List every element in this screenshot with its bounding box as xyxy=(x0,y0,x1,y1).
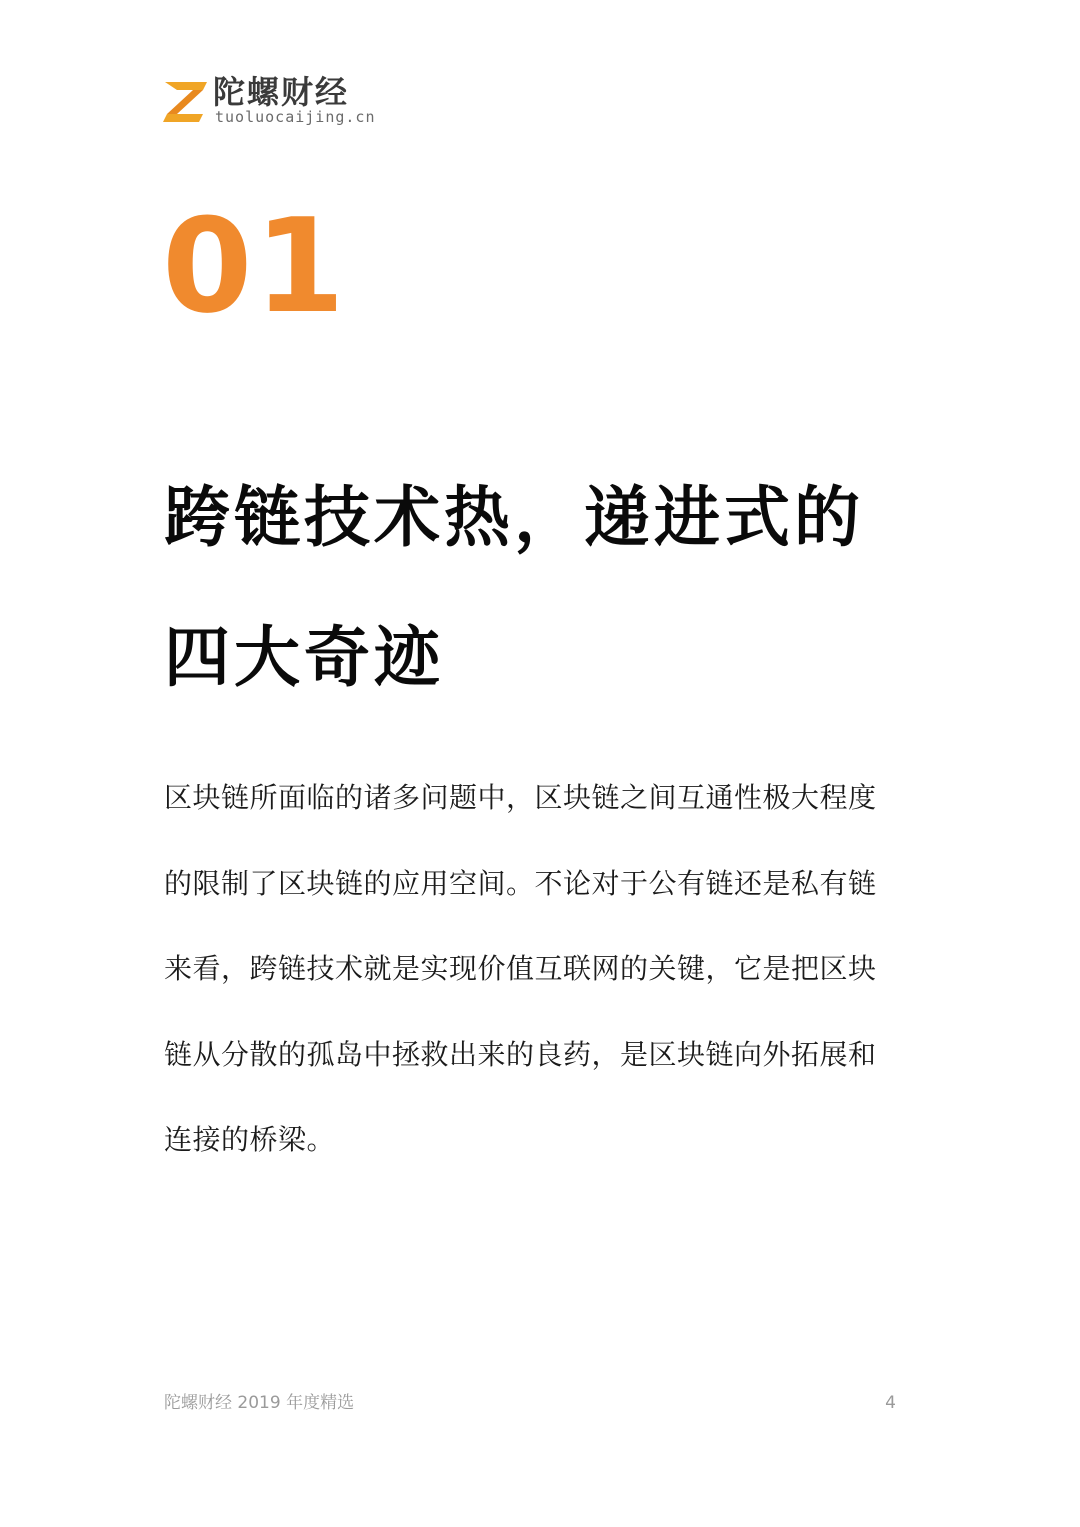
footer-page-number: 4 xyxy=(885,1393,896,1413)
section-number: 01 xyxy=(162,190,347,342)
logo-brand-name: 陀螺财经 xyxy=(213,73,350,111)
logo-domain: tuoluocaijing.cn xyxy=(215,108,376,126)
section-title-line-2: 四大奇迹 xyxy=(164,619,444,696)
z-logo-icon xyxy=(163,76,209,122)
section-title xyxy=(164,448,944,728)
brand-logo xyxy=(163,72,376,128)
section-title-line-1: 跨链技术热，递进式的 xyxy=(164,479,864,556)
body-paragraph: 区块链所面临的诸多问题中，区块链之间互通性极大程度的限制了区块链的应用空间。不论对于公有链还是私有链来看，跨链技术就是实现价值互联网的关键，它是把区块链从分散的孤岛中拯救出来的良药，是区块链向外拓展和连接的桥梁。 xyxy=(164,781,877,1156)
footer-publication: 陀螺财经 2019 年度精选 xyxy=(164,1393,355,1413)
